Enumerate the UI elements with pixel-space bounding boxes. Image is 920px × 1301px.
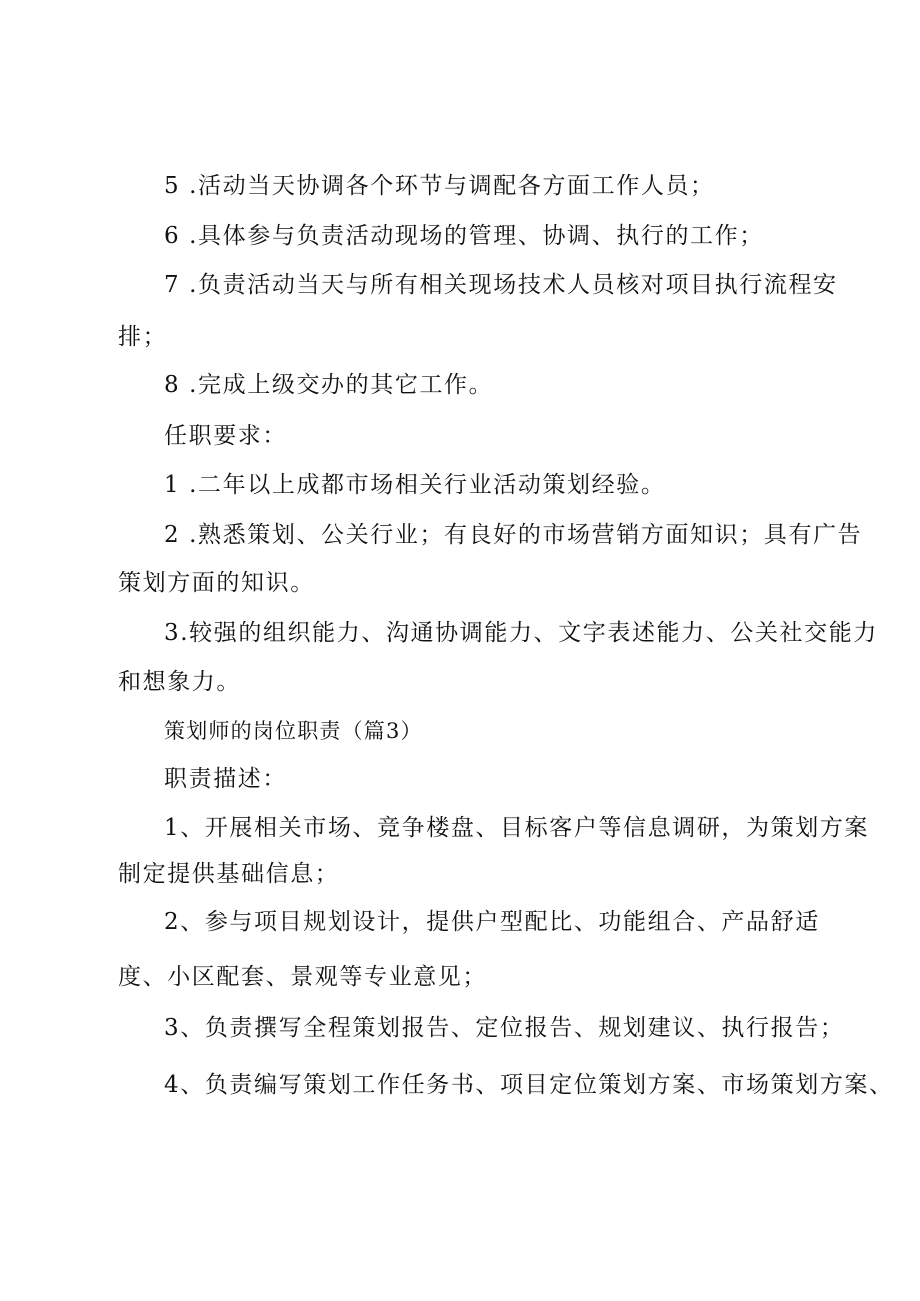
section-heading-duties: 职责描述： — [164, 766, 287, 792]
text-line-duty-1: 1、开展相关市场、竞争楼盘、目标客户等信息调研，为策划方案 — [164, 815, 870, 841]
text-line-item-6: 6 .具体参与负责活动现场的管理、协调、执行的工作； — [164, 223, 764, 249]
text-line-item-7-continued: 排； — [118, 324, 168, 350]
text-line-item-5: 5 .活动当天协调各个环节与调配各方面工作人员； — [164, 173, 715, 199]
section-heading-requirements: 任职要求： — [164, 423, 287, 449]
text-line-duty-3: 3、负责撰写全程策划报告、定位报告、规划建议、执行报告； — [164, 1015, 845, 1041]
text-line-item-7: 7 .负责活动当天与所有相关现场技术人员核对项目执行流程安 — [164, 272, 838, 298]
text-line-duty-4: 4、负责编写策划工作任务书、项目定位策划方案、市场策划方案、 — [164, 1072, 894, 1098]
text-line-duty-1-continued: 制定提供基础信息； — [118, 861, 340, 887]
text-line-duty-2: 2、参与项目规划设计，提供户型配比、功能组合、产品舒适 — [164, 909, 820, 935]
text-line-item-8: 8 .完成上级交办的其它工作。 — [164, 372, 494, 398]
text-line-requirement-1: 1 .二年以上成都市场相关行业活动策划经验。 — [164, 472, 666, 498]
text-line-requirement-3: 3.较强的组织能力、沟通协调能力、文字表述能力、公关社交能力 — [164, 620, 878, 646]
text-line-requirement-2-continued: 策划方面的知识。 — [118, 570, 315, 596]
text-line-duty-2-continued: 度、小区配套、景观等专业意见； — [118, 964, 487, 990]
text-line-requirement-2: 2 .熟悉策划、公关行业；有良好的市场营销方面知识；具有广告 — [164, 522, 863, 548]
text-line-requirement-3-continued: 和想象力。 — [118, 669, 241, 695]
section-heading-part-3: 策划师的岗位职责（篇3） — [164, 719, 423, 743]
